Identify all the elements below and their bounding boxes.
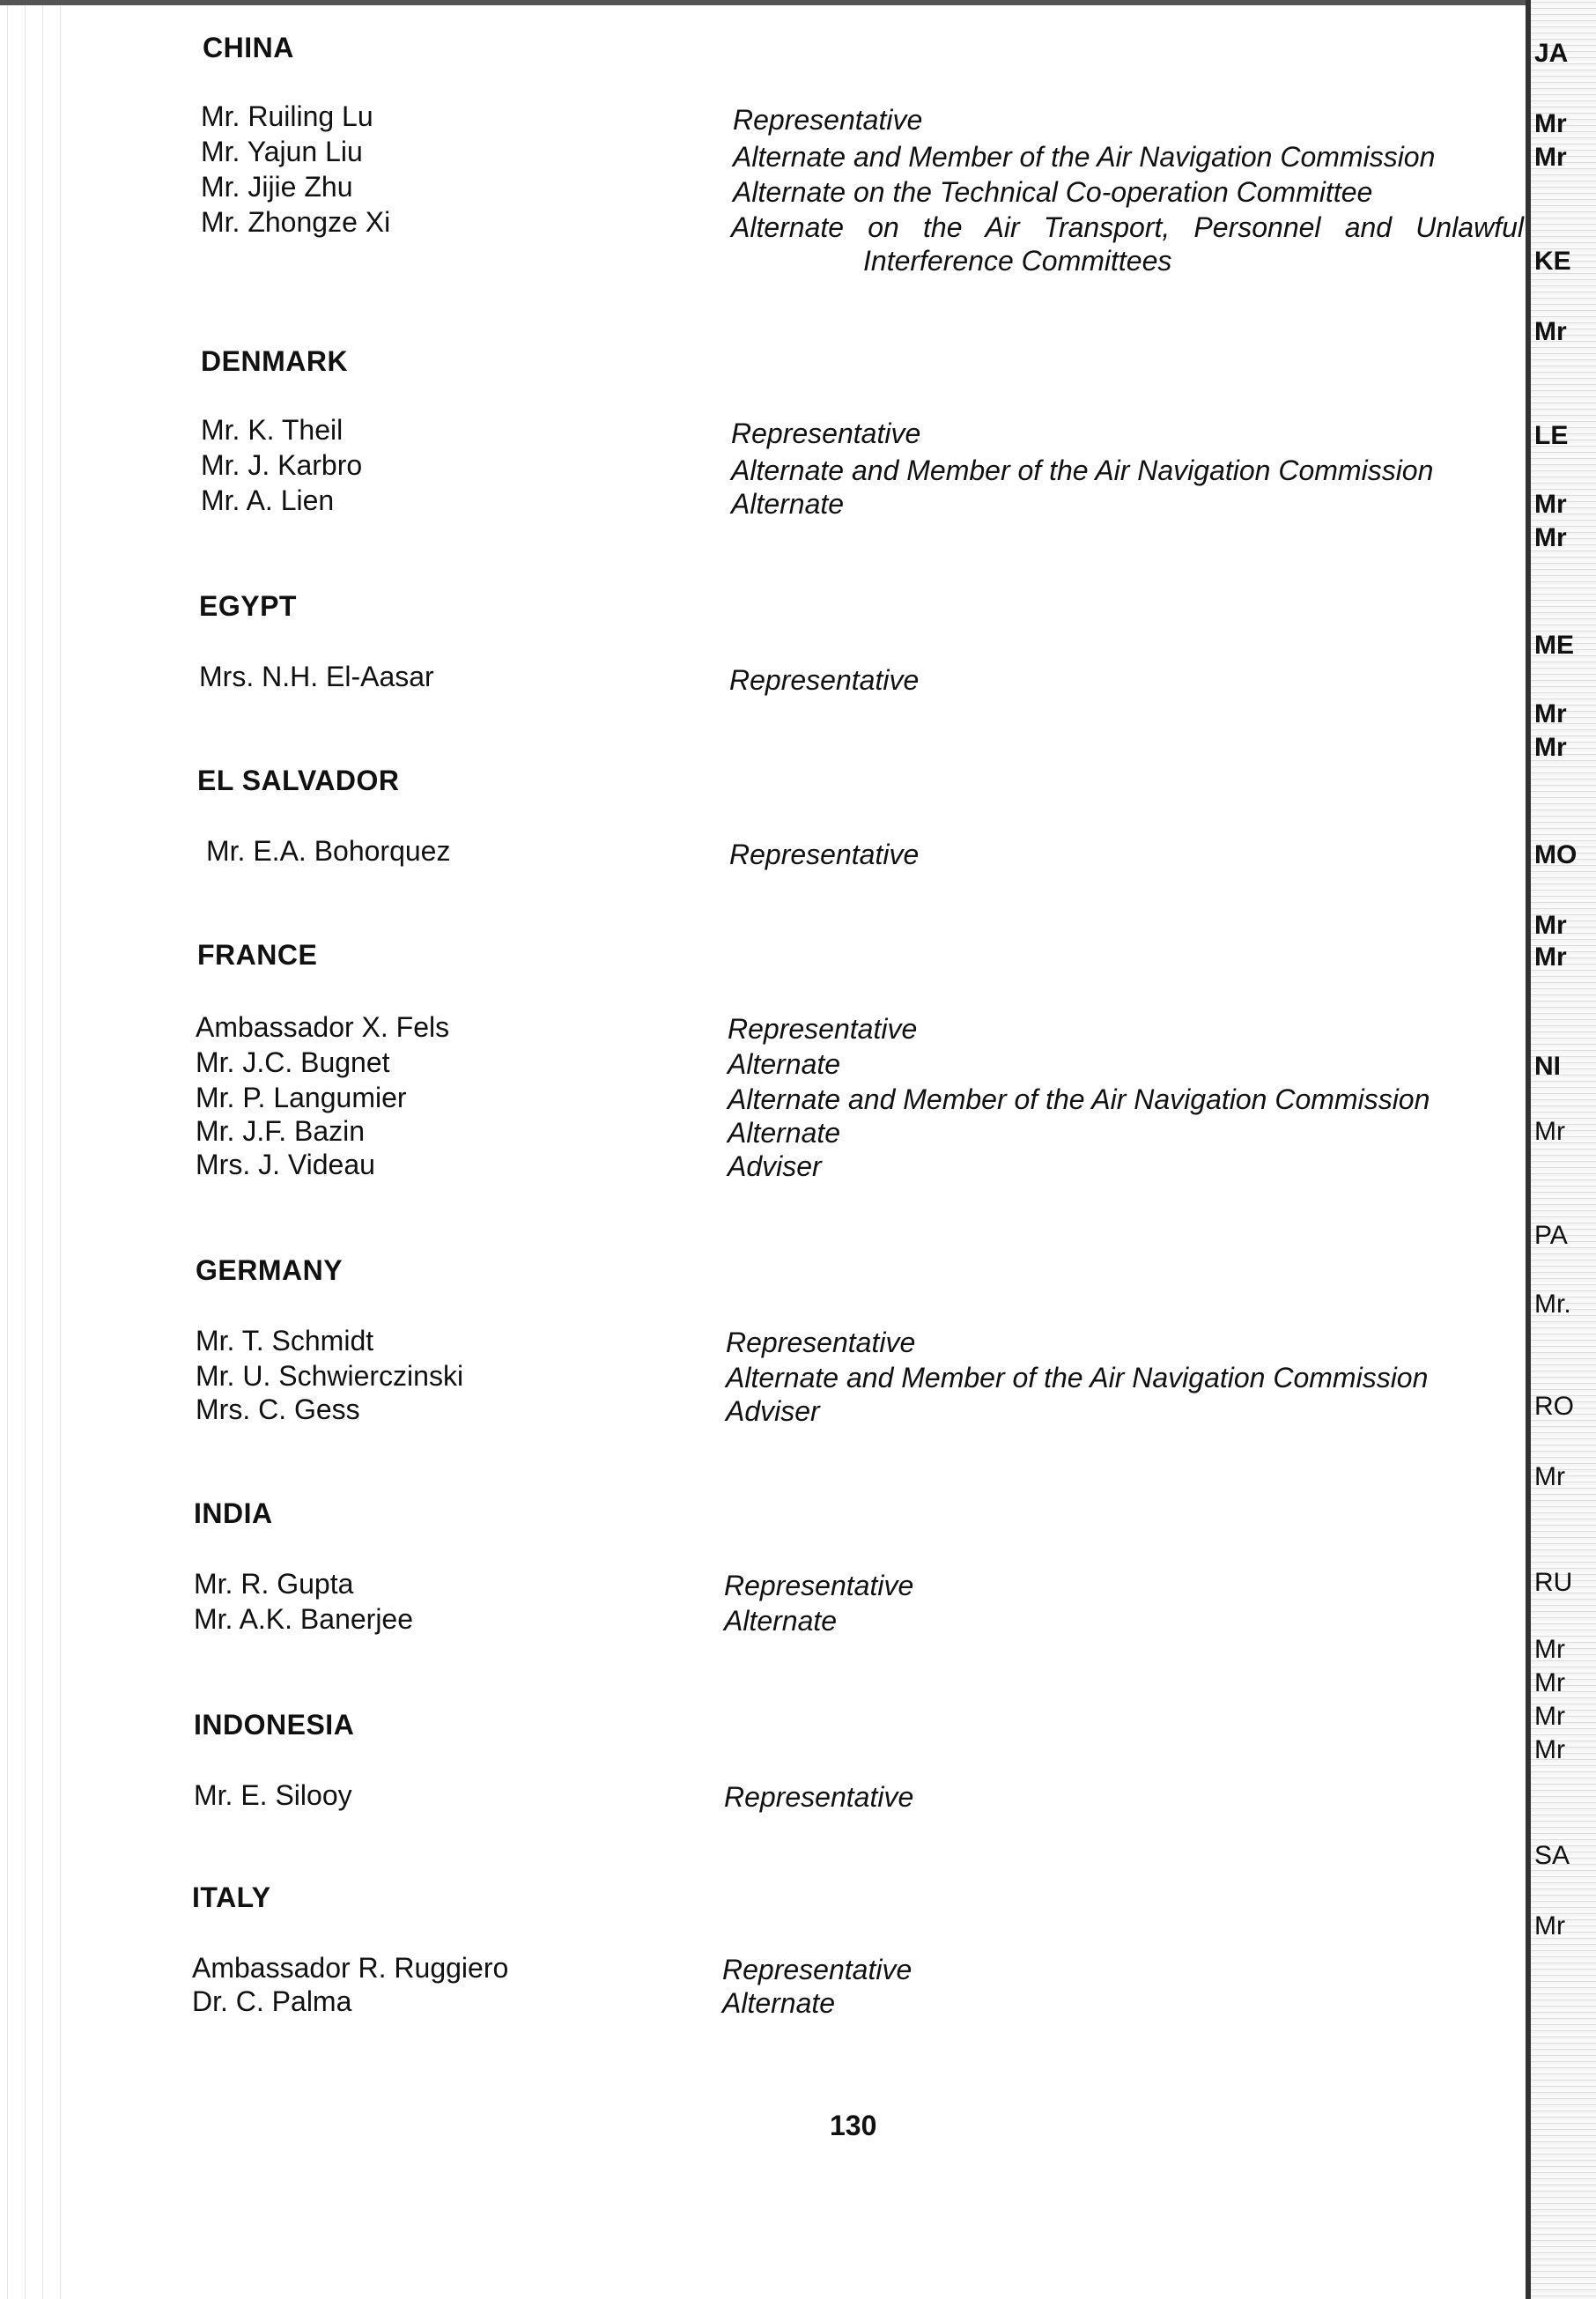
member-role: Alternate <box>728 1048 841 1080</box>
member-role: Adviser <box>726 1395 820 1427</box>
member-name: Mrs. J. Videau <box>196 1149 375 1180</box>
adjacent-fragment: Mr <box>1534 143 1567 172</box>
member-role: Representative <box>726 1327 916 1358</box>
member-name: Mr. R. Gupta <box>194 1568 354 1600</box>
member-role: Alternate on the Air Transport, Personnel and Unlawful <box>731 211 1524 243</box>
member-name: Mr. A.K. Banerjee <box>194 1603 414 1635</box>
adjacent-fragment: Mr <box>1534 699 1567 728</box>
member-name: Ambassador X. Fels <box>196 1011 450 1043</box>
member-name: Mr. E. Silooy <box>194 1779 352 1811</box>
member-name: Mr. K. Theil <box>201 414 344 446</box>
member-role: Representative <box>724 1570 914 1601</box>
member-name: Mr. U. Schwierczinski <box>196 1360 464 1392</box>
country-heading: INDIA <box>194 1497 273 1529</box>
adjacent-fragment: Mr <box>1534 1462 1565 1491</box>
member-role: Representative <box>728 1013 918 1045</box>
adjacent-fragment: ME <box>1534 631 1574 660</box>
country-heading: ITALY <box>192 1881 271 1913</box>
adjacent-fragment: PA <box>1534 1221 1568 1250</box>
member-name: Mr. P. Langumier <box>196 1082 407 1113</box>
country-heading: GERMANY <box>196 1254 344 1286</box>
member-name: Mr. Yajun Liu <box>201 136 363 167</box>
member-name: Mr. J. Karbro <box>201 449 363 481</box>
member-role: Representative <box>731 418 921 449</box>
adjacent-fragment: KE <box>1534 247 1571 276</box>
adjacent-fragment: Mr. <box>1534 1290 1571 1319</box>
member-role: Alternate on the Technical Co-operation Committee <box>733 176 1373 208</box>
adjacent-fragment: RO <box>1534 1392 1574 1421</box>
member-role: Representative <box>733 104 923 136</box>
adjacent-fragment: LE <box>1534 421 1569 450</box>
adjacent-fragment: Mr <box>1534 1668 1565 1697</box>
country-heading: EGYPT <box>199 590 297 622</box>
member-role: Adviser <box>728 1150 822 1182</box>
member-name: Mrs. C. Gess <box>196 1393 360 1425</box>
member-role: Representative <box>729 839 920 870</box>
member-role: Alternate <box>724 1605 838 1637</box>
member-name: Mr. A. Lien <box>201 484 335 516</box>
adjacent-fragment: NI <box>1534 1052 1561 1081</box>
member-name: Mr. J.C. Bugnet <box>196 1046 390 1078</box>
member-name: Mr. J.F. Bazin <box>196 1115 366 1147</box>
member-name: Mr. E.A. Bohorquez <box>206 835 451 867</box>
member-role: Alternate and Member of the Air Navigation Commission <box>728 1083 1430 1115</box>
member-name: Mr. Zhongze Xi <box>201 206 391 238</box>
page-gutter-line <box>1526 0 1531 2299</box>
adjacent-fragment: Mr <box>1534 1702 1565 1731</box>
adjacent-fragment: Mr <box>1534 109 1567 138</box>
member-role: Alternate and Member of the Air Navigation Commission <box>726 1362 1429 1393</box>
member-role: Alternate <box>731 488 845 520</box>
member-role: Alternate and Member of the Air Navigation Commission <box>733 141 1436 173</box>
adjacent-fragment: JA <box>1534 39 1569 68</box>
member-name: Mr. Jijie Zhu <box>201 171 353 203</box>
member-role: Representative <box>722 1954 913 1985</box>
adjacent-fragment: Mr <box>1534 317 1567 346</box>
adjacent-fragment: MO <box>1534 840 1578 869</box>
adjacent-fragment: Mr <box>1534 1911 1565 1940</box>
adjacent-fragment: Mr <box>1534 490 1567 519</box>
adjacent-fragment: RU <box>1534 1568 1573 1597</box>
adjacent-fragment: Mr <box>1534 1117 1565 1146</box>
adjacent-fragment: Mr <box>1534 943 1567 972</box>
member-role: Alternate <box>728 1117 841 1149</box>
member-name: Dr. C. Palma <box>192 1985 352 2017</box>
member-name: Mr. Ruiling Lu <box>201 100 373 132</box>
country-heading: FRANCE <box>197 939 318 971</box>
member-role: Representative <box>724 1781 914 1813</box>
adjacent-page-edge <box>1526 0 1596 2299</box>
member-name: Mr. T. Schmidt <box>196 1325 374 1356</box>
member-role: Alternate <box>722 1987 836 2019</box>
country-heading: INDONESIA <box>194 1709 355 1741</box>
member-name: Mrs. N.H. El-Aasar <box>199 661 434 692</box>
adjacent-fragment: Mr <box>1534 523 1567 552</box>
adjacent-fragment: Mr <box>1534 1735 1565 1764</box>
adjacent-fragment: Mr <box>1534 733 1567 762</box>
country-heading: CHINA <box>203 32 294 63</box>
member-role: Alternate and Member of the Air Navigation Commission <box>731 455 1434 486</box>
adjacent-fragment: SA <box>1534 1841 1570 1870</box>
member-role: Representative <box>729 664 920 696</box>
adjacent-fragment: Mr <box>1534 1635 1565 1664</box>
member-role-continued: Interference Committees <box>863 245 1172 277</box>
member-name: Ambassador R. Ruggiero <box>192 1952 509 1984</box>
page-number: 130 <box>830 2110 877 2141</box>
country-heading: DENMARK <box>201 345 349 377</box>
adjacent-fragment: Mr <box>1534 911 1567 940</box>
country-heading: EL SALVADOR <box>197 765 400 796</box>
